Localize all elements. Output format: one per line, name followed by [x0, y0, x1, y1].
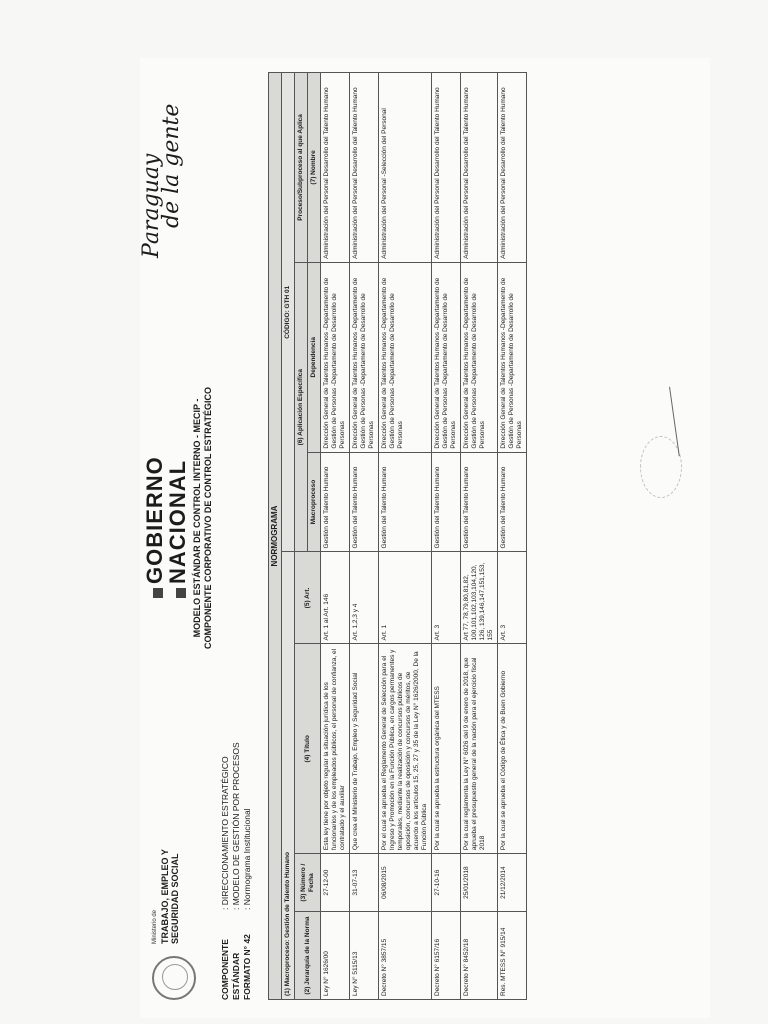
col-aplicacion: (6) Aplicación Específica	[295, 262, 308, 552]
col-jerarquia: (2) Jerarquía de la Norma	[295, 912, 321, 1000]
cell-titulo: Esta ley tiene por objeto regular la situación jurídica de los funcionarios y de los empleados públicos, el personal de confianza, el contratado y el auxiliar	[321, 644, 350, 854]
cell-art: Art. 1,2,3 y 4	[350, 552, 379, 644]
gobierno-nacional-logo	[144, 456, 190, 598]
title-line-2: COMPONENTE CORPORATIVO DE CONTROL ESTRATÉGICO	[203, 387, 213, 650]
brand-line-2: de la gente	[159, 103, 184, 228]
ministry-logo-block	[148, 830, 218, 1000]
cell-titulo: Por la cual se aprueba la estructura orgánica del MTESS	[432, 644, 461, 854]
cell-macro: Gestión del Talento Humano	[498, 452, 527, 552]
title-line-1: MODELO ESTÁNDAR DE CONTROL INTERNO - MECIP -	[192, 398, 202, 638]
table-band-title: NORMOGRAMA	[269, 73, 282, 1000]
meta-componente-key: COMPONENTE	[220, 939, 230, 1000]
brand-line-1: Paraguay	[139, 153, 164, 258]
meta-formato-value: : Normograma Institucional	[242, 808, 252, 910]
cell-jerarquia: Res. MTESS N° 915/14	[498, 912, 527, 1000]
col-nombre: (7) Nombre	[308, 73, 321, 263]
table-row	[432, 73, 461, 1000]
col-art: (5) Art.	[295, 552, 321, 644]
meta-estandar-key: ESTÁNDAR	[231, 952, 241, 1000]
codigo-label: CÓDIGO: GTH 01	[282, 73, 295, 552]
macroproceso-label: (1) Macroproceso: Gestión de Talento Humano	[282, 552, 295, 1000]
cell-dep: Dirección General de Talentos Humanos -Departamento de Gestión de Personas -Departamento de Desarrollo de Personas	[321, 262, 350, 452]
cell-dep: Dirección General de Talentos Humanos -Departamento de Gestión de Personas -Departamento de Desarrollo de Personas	[498, 262, 527, 452]
document-meta	[220, 742, 253, 1000]
cell-nombre: Administración del Personal Desarrollo del Talento Humano	[321, 73, 350, 263]
table-row	[321, 73, 350, 1000]
nacional-word: NACIONAL	[165, 459, 190, 584]
col-titulo: (4) Título	[295, 644, 321, 854]
cell-macro: Gestión del Talento Humano	[379, 452, 432, 552]
cell-dep: Dirección General de Talentos Humanos -Departamento de Gestión de Personas -Departamento de Desarrollo de Personas	[461, 262, 498, 452]
cell-art: Art. 1	[379, 552, 432, 644]
normograma-table	[268, 72, 527, 1000]
cell-dep: Dirección General de Talentos Humanos -Departamento de Gestión de Personas -Departamento de Desarrollo de Personas	[350, 262, 379, 452]
document-title	[192, 308, 214, 728]
cell-jerarquia: Decreto N° 6157/16	[432, 912, 461, 1000]
cell-nombre: Administración del Personal Desarrollo del Talento Humano	[461, 73, 498, 263]
cell-nombre: Administración del Personal -Selección del Personal	[379, 73, 432, 263]
cell-numero: 25/01/2018	[461, 854, 498, 912]
gobierno-word: GOBIERNO	[142, 456, 167, 584]
cell-macro: Gestión del Talento Humano	[432, 452, 461, 552]
col-dependencia: Dependencia	[308, 262, 321, 452]
ministry-prefix: Ministerio de	[152, 909, 158, 944]
cell-numero: 21/12/2014	[498, 854, 527, 912]
cell-numero: 06/08/2015	[379, 854, 432, 912]
cell-titulo: Por la cual se aprueba el Código de Ética y de Buen Gobierno	[498, 644, 527, 854]
cell-jerarquia: Ley N° 5115/13	[350, 912, 379, 1000]
cell-macro: Gestión del Talento Humano	[321, 452, 350, 552]
rotated-document-sheet	[140, 58, 710, 1018]
cell-art: Art 77, 78,79,80,81,82, 100,101,102,103,104,120, 126, 139,146,147,151,153, 155	[461, 552, 498, 644]
ministry-name: TRABAJO, EMPLEO Y SEGURIDAD SOCIAL	[160, 849, 180, 944]
cell-art: Art. 3	[432, 552, 461, 644]
cell-art: Art. 1 al Art. 146	[321, 552, 350, 644]
cell-titulo: Por el cual se aprueba el Reglamento General de Selección para el Ingreso y Promoción en la Función Pública, en cargos permanentes y temporales, mediante la realización de concursos públicos de oposición, concursos de oposición y concursos de méritos, de acuerdo a los artículos 15, 25, 27 y 35 de la Ley N° 1626/2000, De la Función Pública	[379, 644, 432, 854]
table-row	[379, 73, 432, 1000]
cell-dep: Dirección General de Talentos Humanos -Departamento de Gestión de Personas -Departamento de Desarrollo de Personas	[432, 262, 461, 452]
cell-art: Art. 3	[498, 552, 527, 644]
col-proceso: Proceso/Subproceso al que Aplica	[295, 73, 308, 263]
table-row	[461, 73, 498, 1000]
logo-bar-icon	[176, 588, 186, 598]
cell-nombre: Administración del Personal Desarrollo del Talento Humano	[432, 73, 461, 263]
paraguay-brand	[139, 103, 184, 258]
cell-titulo: Que crea el Ministerio de Trabajo, Empleo y Seguridad Social	[350, 644, 379, 854]
cell-numero: 27-10-16	[432, 854, 461, 912]
cell-macro: Gestión del Talento Humano	[350, 452, 379, 552]
cell-numero: 27-12-00	[321, 854, 350, 912]
cell-macro: Gestión del Talento Humano	[461, 452, 498, 552]
meta-componente-value: : DIRECCIONAMIENTO ESTRATÉGICO	[220, 756, 230, 910]
cell-nombre: Administración del Personal Desarrollo del Talento Humano	[498, 73, 527, 263]
cell-jerarquia: Decreto N° 3857/15	[379, 912, 432, 1000]
cell-numero: 31-07-13	[350, 854, 379, 912]
cell-nombre: Administración del Personal Desarrollo del Talento Humano	[350, 73, 379, 263]
cell-titulo: Por la cual reglamenta la Ley N° 6026 del 9 de enero de 2018, que aprueba el presupuesto general de la nación para el ejercicio fiscal 2018	[461, 644, 498, 854]
meta-estandar-value: : MODELO DE GESTIÓN POR PROCESOS	[231, 742, 241, 910]
col-numero: (3) Número / Fecha	[295, 854, 321, 912]
logo-bar-icon	[153, 588, 163, 598]
col-macroproceso: Macroproceso	[308, 452, 321, 552]
cell-jerarquia: Ley N° 1626/00	[321, 912, 350, 1000]
cell-jerarquia: Decreto N° 8452/18	[461, 912, 498, 1000]
table-row	[350, 73, 379, 1000]
table-body	[321, 73, 527, 1000]
table-row	[498, 73, 527, 1000]
meta-formato-key: FORMATO N° 42	[242, 934, 252, 1000]
cell-dep: Dirección General de Talentos Humanos -Departamento de Gestión de Personas -Departamento de Desarrollo de Personas	[379, 262, 432, 452]
national-seal-icon	[152, 956, 196, 1000]
